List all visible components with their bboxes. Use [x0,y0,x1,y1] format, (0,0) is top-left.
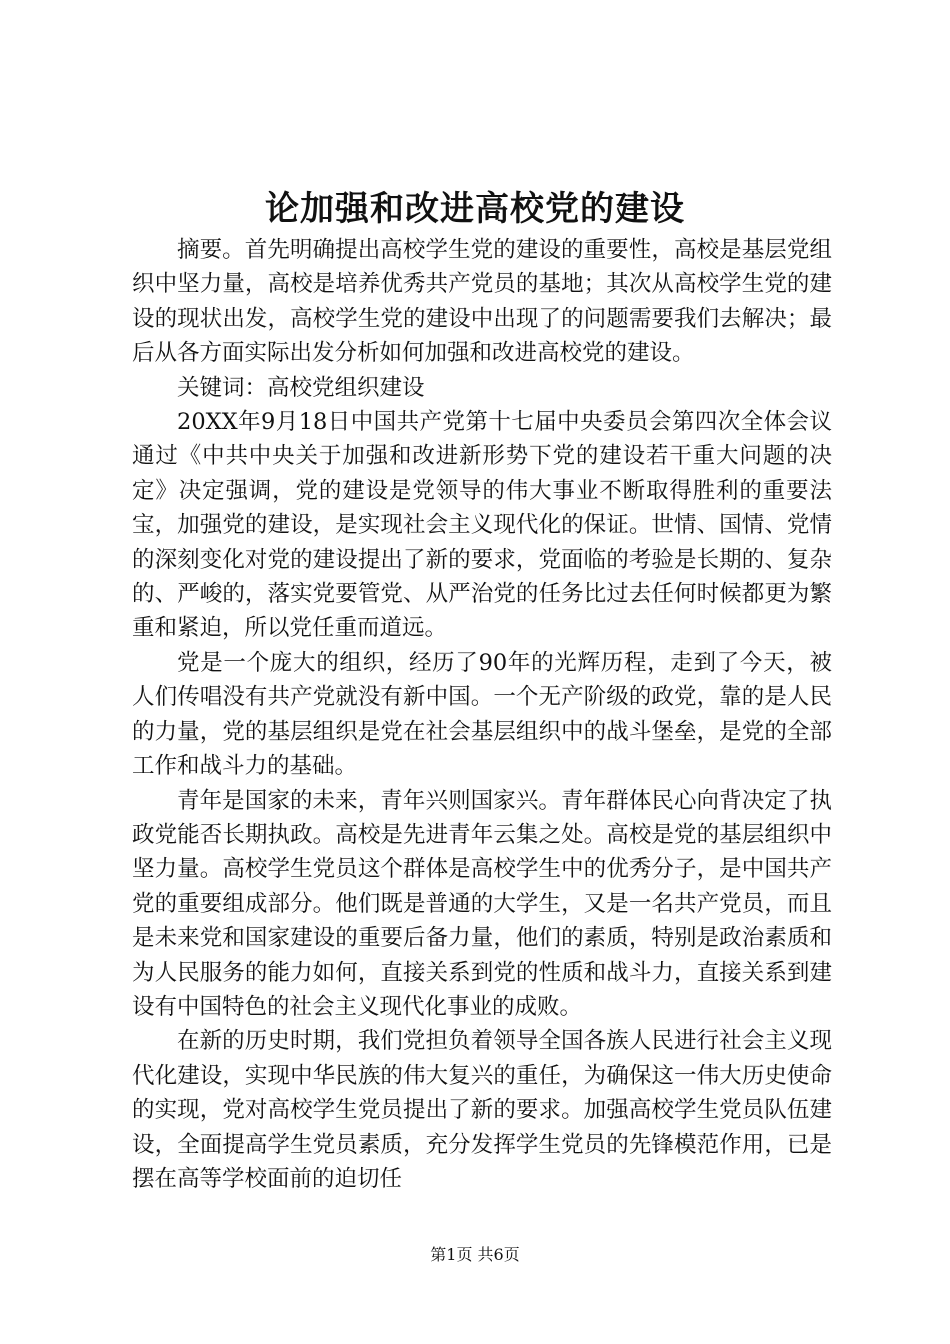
body-paragraph: 青年是国家的未来，青年兴则国家兴。青年群体民心向背决定了执政党能否长期执政。高校是先进青年云集之处。高校是党的基层组织中坚力量。高校学生党员这个群体是高校学生中的优秀分子，是中国共产党的重要组成部分。他们既是普通的大学生，又是一名共产党员，而且是未来党和国家建设的重要后备力量，他们的素质，特别是政治素质和为人民服务的能力如何，直接关系到党的性质和战斗力，直接关系到建设有中国特色的社会主义现代化事业的成败。 [132,787,832,1020]
abstract-paragraph: 摘要。首先明确提出高校学生党的建设的重要性，高校是基层党组织中坚力量，高校是培养优秀共产党员的基地；其次从高校学生党的建设的现状出发，高校学生党的建设中出现了的问题需要我们去解决；最后从各方面实际出发分析如何加强和改进高校党的建设。 [132,237,832,367]
page-footer: 第1页 共6页 [430,1245,520,1264]
document-title: 论加强和改进高校党的建设 [265,189,685,229]
keywords-paragraph: 关键词：高校党组织建设 [177,374,425,401]
body-paragraph: 20XX年9月18日中国共产党第十七届中央委员会第四次全体会议通过《中共中央关于加强和改进新形势下党的建设若干重大问题的决定》决定强调，党的建设是党领导的伟大事业不断取得胜利的重要法宝，加强党的建设，是实现社会主义现代化的保证。世情、国情、党情的深刻变化对党的建设提出了新的要求，党面临的考验是长期的、复杂的、严峻的，落实党要管党、从严治党的任务比过去任何时候都更为繁重和紧迫，所以党任重而道远。 [132,409,832,642]
body-paragraph: 党是一个庞大的组织，经历了90年的光辉历程，走到了今天，被人们传唱没有共产党就没有新中国。一个无产阶级的政党，靠的是人民的力量，党的基层组织是党在社会基层组织中的战斗堡垒，是党的全部工作和战斗力的基础。 [132,649,832,780]
body-paragraph: 在新的历史时期，我们党担负着领导全国各族人民进行社会主义现代化建设，实现中华民族的伟大复兴的重任，为确保这一伟大历史使命的实现，党对高校学生党员提出了新的要求。加强高校学生党员队伍建设，全面提高学生党员素质，充分发挥学生党员的先锋模范作用，已是摆在高等学校面前的迫切任 [132,1028,832,1192]
document-body [132,233,832,1196]
